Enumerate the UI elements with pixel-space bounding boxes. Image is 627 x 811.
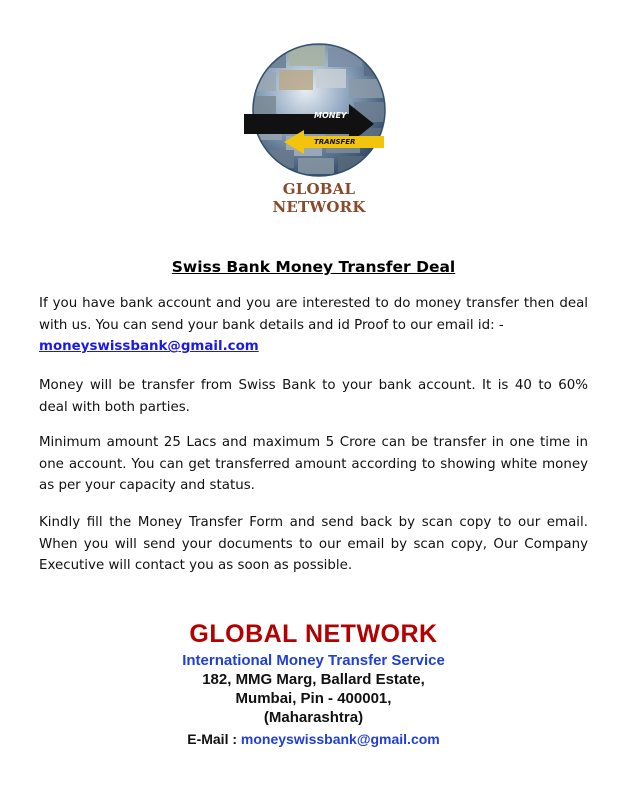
paragraph-contact	[39, 293, 588, 358]
footer-email-row	[0, 729, 627, 749]
paragraph-transfer-info: Money will be transfer from Swiss Bank to your bank account. It is 40 to 60% deal with both parties.	[39, 378, 588, 415]
global-network-logo	[234, 38, 404, 216]
footer-address-line-2: Mumbai, Pin - 400001,	[235, 690, 392, 707]
arrow-text-money: MONEY	[314, 111, 347, 120]
footer-service: International Money Transfer Service	[182, 652, 445, 669]
arrow-text-transfer: TRANSFER	[314, 138, 356, 146]
logo-caption: GLOBAL NETWORK	[272, 180, 366, 216]
document-title: Swiss Bank Money Transfer Deal	[171, 258, 456, 276]
footer-address-line-3: (Maharashtra)	[263, 709, 364, 726]
paragraph-form-instructions: Kindly fill the Money Transfer Form and send back by scan copy to our email. When you will send your documents to our email by scan copy, Our Company Executive will contact you as soon as possible.	[39, 515, 588, 573]
footer-contact-block	[0, 618, 627, 749]
paragraph-contact-text: If you have bank account and you are interested to do money transfer then deal with us. You can send your bank details and id Proof to our email id: -	[39, 296, 588, 333]
globe-icon	[234, 38, 404, 180]
footer-address-line-1: 182, MMG Marg, Ballard Estate,	[202, 671, 425, 688]
footer-email-label: E-Mail :	[187, 731, 241, 747]
footer-company-name: GLOBAL NETWORK	[189, 620, 438, 648]
email-link[interactable]: moneyswissbank@gmail.com	[39, 339, 259, 354]
footer-email-link[interactable]: moneyswissbank@gmail.com	[240, 731, 440, 747]
paragraph-amount-info: Minimum amount 25 Lacs and maximum 5 Crore can be transfer in one time in one account. You can get transferred amount according to showing white money as per your capacity and status.	[39, 435, 588, 493]
